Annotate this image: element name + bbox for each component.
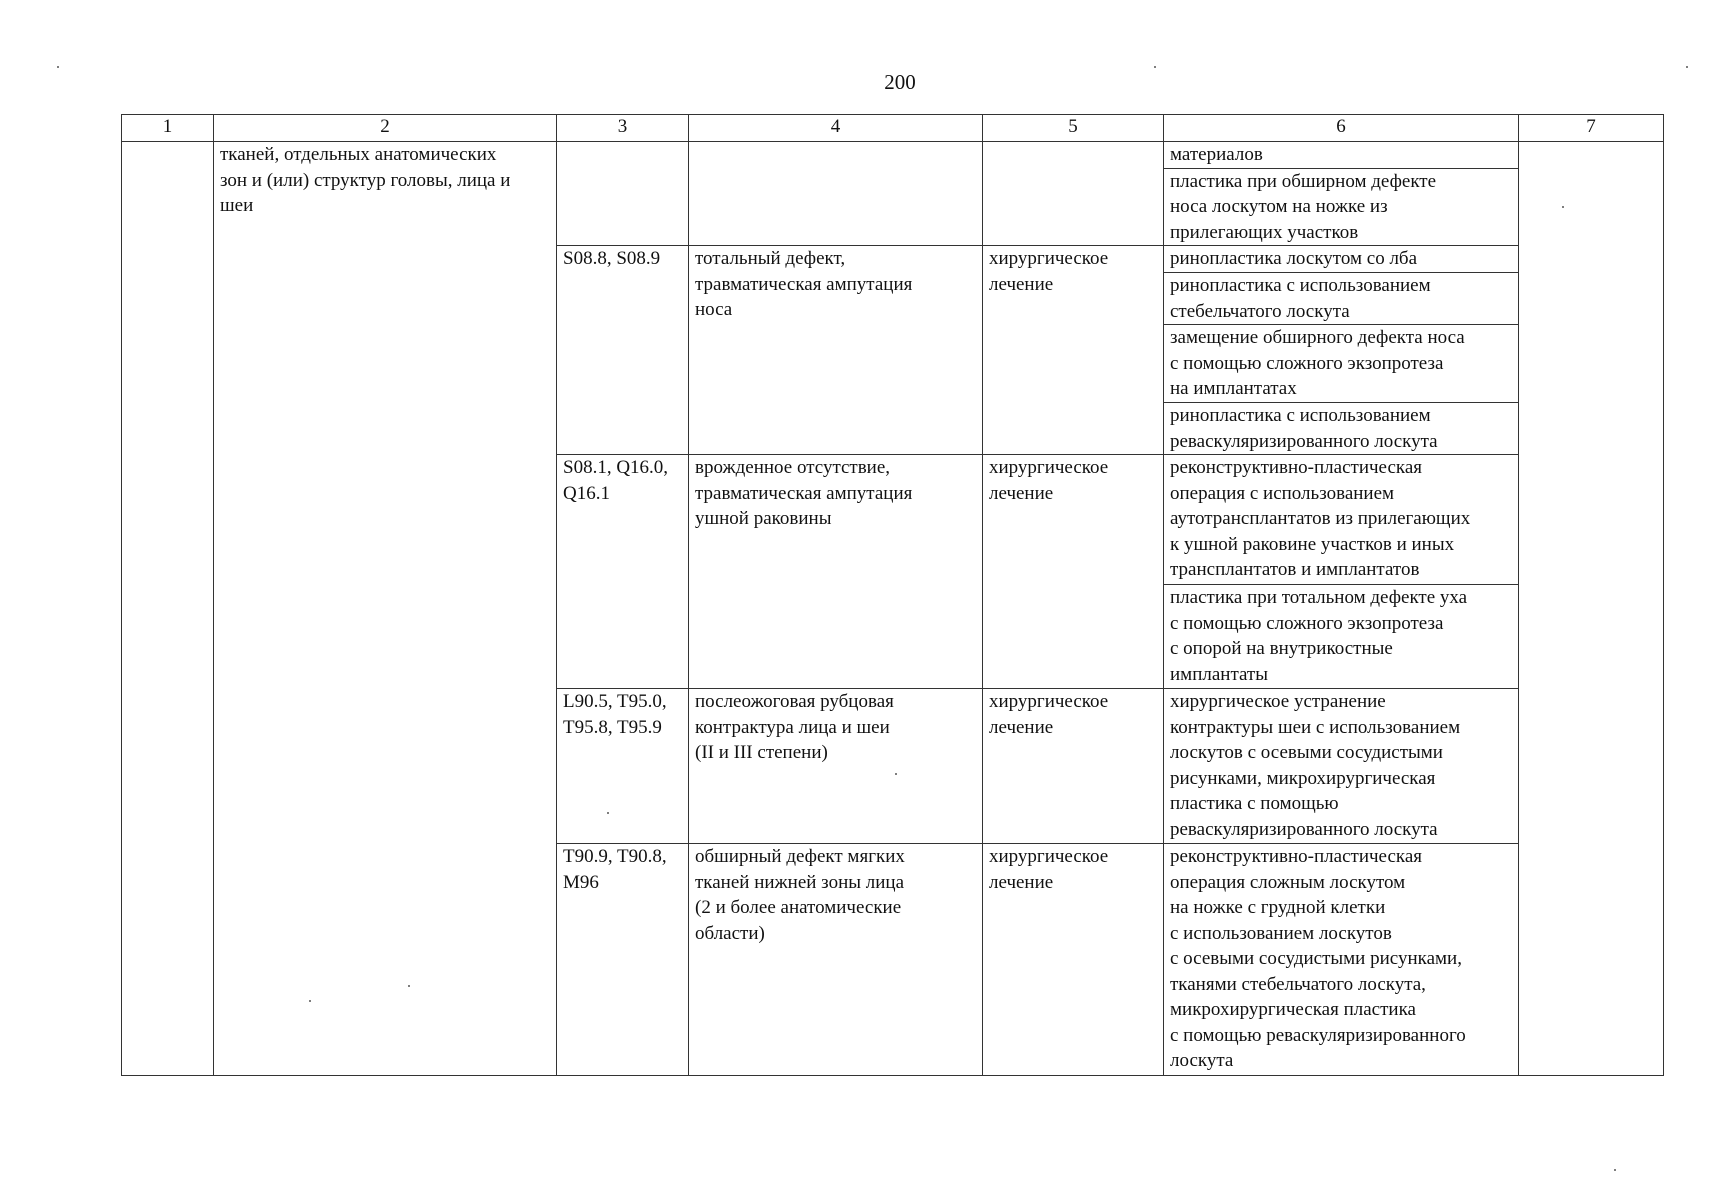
code-line: M96 bbox=[563, 871, 599, 893]
method-line: ринопластика с использованием bbox=[1170, 405, 1431, 426]
condition-line: тотальный дефект, bbox=[695, 248, 846, 269]
code-line: T90.9, T90.8, bbox=[563, 846, 667, 867]
diagnosis-codes-cell bbox=[557, 142, 689, 246]
treatment-type-cell bbox=[983, 142, 1164, 246]
condition-line: области) bbox=[695, 922, 765, 944]
condition-cell bbox=[689, 689, 983, 844]
condition-line: (2 и более анатомические bbox=[695, 897, 902, 918]
column-header-3: 3 bbox=[557, 115, 689, 142]
condition-line: врожденное отсутствие, bbox=[695, 457, 891, 478]
method-line: пластика при тотальном дефекте уха bbox=[1170, 587, 1468, 608]
code-line: L90.5, T95.0, bbox=[563, 691, 667, 712]
treatment-line: лечение bbox=[989, 482, 1054, 504]
column-7-cell bbox=[1519, 142, 1664, 1076]
scan-speck bbox=[895, 773, 897, 775]
method-line: с помощью сложного экзопротеза bbox=[1170, 612, 1444, 634]
method-line: операция сложным лоскутом bbox=[1170, 871, 1406, 893]
condition-line: контрактура лица и шеи bbox=[695, 716, 890, 738]
column-header-5: 5 bbox=[983, 115, 1164, 142]
method-cell bbox=[1164, 689, 1519, 844]
treatment-type-cell bbox=[983, 455, 1164, 689]
table-row bbox=[122, 142, 1664, 169]
method-line: хирургическое устранение bbox=[1170, 691, 1386, 712]
diagnosis-codes-cell bbox=[557, 844, 689, 1076]
method-line: имплантаты bbox=[1170, 663, 1268, 685]
method-line: лоскута bbox=[1170, 1050, 1234, 1071]
treatment-line: лечение bbox=[989, 871, 1054, 893]
treatment-line: хирургическое bbox=[989, 691, 1109, 712]
column-number-header-row bbox=[122, 115, 1664, 142]
diagnosis-codes-cell bbox=[557, 689, 689, 844]
column-1-cell bbox=[122, 142, 214, 1076]
condition-line: травматическая ампутация bbox=[695, 482, 913, 504]
method-cell bbox=[1164, 844, 1519, 1076]
condition-cell bbox=[689, 246, 983, 455]
method-cell bbox=[1164, 246, 1519, 273]
method-line: реваскуляризированного лоскута bbox=[1170, 818, 1438, 840]
method-line: ринопластика лоскутом со лба bbox=[1170, 248, 1418, 269]
treatment-type-cell bbox=[983, 246, 1164, 455]
page-number: 200 bbox=[884, 70, 916, 94]
treatment-line: хирургическое bbox=[989, 248, 1109, 269]
condition-cell bbox=[689, 142, 983, 246]
method-line: ринопластика с использованием bbox=[1170, 275, 1431, 296]
scan-speck bbox=[309, 1000, 311, 1002]
method-line: с опорой на внутрикостные bbox=[1170, 638, 1393, 659]
method-line: к ушной раковине участков и иных bbox=[1170, 533, 1455, 555]
method-line: микрохирургическая пластика bbox=[1170, 999, 1416, 1020]
code-line: S08.1, Q16.0, bbox=[563, 457, 669, 478]
scan-speck bbox=[1562, 206, 1564, 208]
method-line: с использованием лоскутов bbox=[1170, 922, 1392, 944]
section-name-line: тканей, отдельных анатомических bbox=[220, 144, 497, 165]
column-header-4: 4 bbox=[689, 115, 983, 142]
method-line: операция с использованием bbox=[1170, 482, 1395, 504]
method-cell bbox=[1164, 585, 1519, 689]
scan-speck bbox=[1614, 1169, 1616, 1171]
method-line: материалов bbox=[1170, 144, 1263, 165]
column-header-6: 6 bbox=[1164, 115, 1519, 142]
treatment-type-cell bbox=[983, 689, 1164, 844]
scan-speck bbox=[1154, 66, 1156, 68]
method-line: лоскутов с осевыми сосудистыми bbox=[1170, 742, 1443, 763]
scan-speck bbox=[1686, 66, 1688, 68]
method-line: пластика при обширном дефекте bbox=[1170, 170, 1437, 192]
code-line: T95.8, T95.9 bbox=[563, 716, 662, 738]
method-line: реконструктивно-пластическая bbox=[1170, 846, 1423, 867]
scan-speck bbox=[57, 66, 59, 68]
method-line: трансплантатов и имплантатов bbox=[1170, 559, 1420, 580]
treatment-type-cell bbox=[983, 844, 1164, 1076]
method-line: контрактуры шеи с использованием bbox=[1170, 716, 1461, 738]
condition-line: ушной раковины bbox=[695, 508, 832, 529]
method-line: прилегающих участков bbox=[1170, 221, 1359, 243]
treatment-line: лечение bbox=[989, 273, 1054, 295]
code-line: S08.8, S08.9 bbox=[563, 248, 661, 269]
method-cell bbox=[1164, 142, 1519, 169]
method-cell bbox=[1164, 325, 1519, 403]
method-line: аутотрансплантатов из прилегающих bbox=[1170, 508, 1471, 529]
method-line: на имплантатах bbox=[1170, 378, 1297, 399]
diagnosis-codes-cell bbox=[557, 246, 689, 455]
condition-line: носа bbox=[695, 299, 733, 320]
column-header-1: 1 bbox=[122, 115, 214, 142]
method-line: пластика с помощью bbox=[1170, 793, 1339, 814]
method-line: замещение обширного дефекта носа bbox=[1170, 327, 1465, 348]
method-line: с помощью сложного экзопротеза bbox=[1170, 352, 1444, 374]
scan-speck bbox=[607, 812, 609, 814]
condition-line: тканей нижней зоны лица bbox=[695, 871, 905, 893]
method-line: на ножке с грудной клетки bbox=[1170, 897, 1386, 918]
method-line: тканями стебельчатого лоскута, bbox=[1170, 973, 1426, 995]
method-cell bbox=[1164, 168, 1519, 246]
code-line: Q16.1 bbox=[563, 482, 610, 504]
method-cell bbox=[1164, 403, 1519, 455]
method-line: реваскуляризированного лоскута bbox=[1170, 430, 1438, 452]
condition-line: обширный дефект мягких bbox=[695, 846, 905, 867]
condition-cell bbox=[689, 455, 983, 689]
condition-line: травматическая ампутация bbox=[695, 273, 913, 295]
diagnosis-codes-cell bbox=[557, 455, 689, 689]
condition-cell bbox=[689, 844, 983, 1076]
medical-care-table bbox=[121, 114, 1664, 1076]
method-line: реконструктивно-пластическая bbox=[1170, 457, 1423, 478]
condition-line: послеожоговая рубцовая bbox=[695, 691, 894, 712]
method-line: рисунками, микрохирургическая bbox=[1170, 767, 1436, 789]
treatment-line: хирургическое bbox=[989, 457, 1109, 478]
method-line: стебельчатого лоскута bbox=[1170, 300, 1350, 322]
treatment-line: лечение bbox=[989, 716, 1054, 738]
method-cell bbox=[1164, 273, 1519, 325]
method-line: с осевыми сосудистыми рисунками, bbox=[1170, 948, 1462, 969]
column-header-2: 2 bbox=[214, 115, 557, 142]
method-line: с помощью реваскуляризированного bbox=[1170, 1024, 1466, 1046]
condition-line: (II и III степени) bbox=[695, 742, 828, 763]
section-name-cell bbox=[214, 142, 557, 1076]
column-header-7: 7 bbox=[1519, 115, 1664, 142]
section-name-line: зон и (или) структур головы, лица и bbox=[220, 169, 511, 191]
method-cell bbox=[1164, 455, 1519, 585]
treatment-line: хирургическое bbox=[989, 846, 1109, 867]
section-name-line: шеи bbox=[220, 195, 254, 216]
scan-speck bbox=[408, 985, 410, 987]
method-line: носа лоскутом на ножке из bbox=[1170, 196, 1388, 217]
